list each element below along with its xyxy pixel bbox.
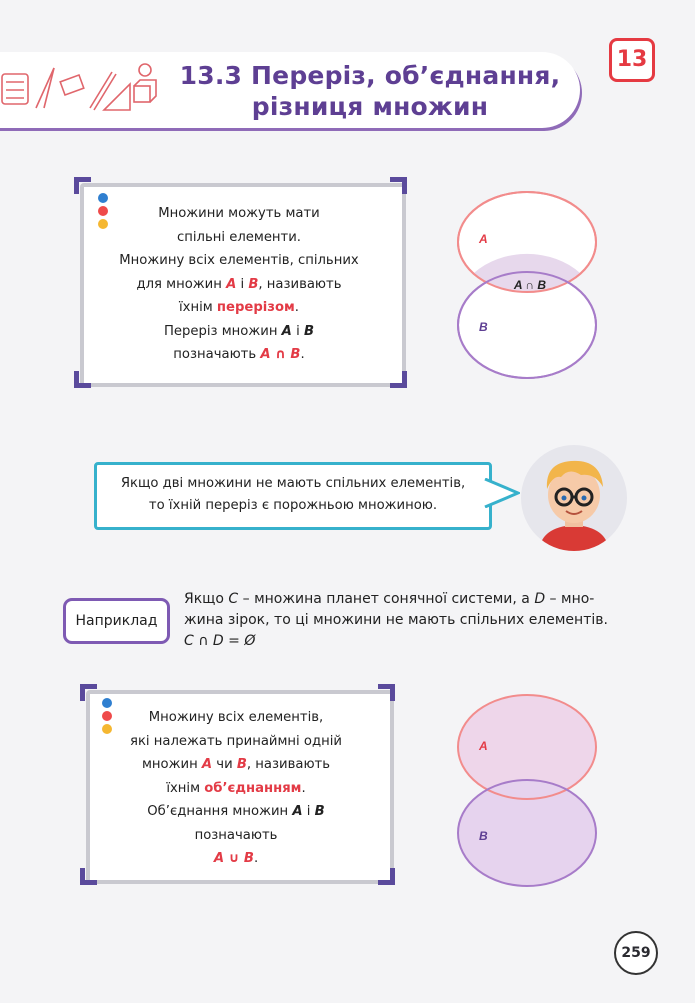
board2-line: Множину всіх елементів, <box>148 710 324 725</box>
callout-line: то їхній переріз є порожньою множиною. <box>148 498 438 513</box>
board2-line: які належать принаймні одній <box>130 733 342 749</box>
board-corner <box>74 177 91 194</box>
venn1-label-b: B <box>479 320 488 334</box>
board2-text <box>100 706 372 871</box>
venn1-label-intersection: A ∩ B <box>513 278 547 292</box>
example-formula: C ∩ D = Ø <box>184 633 256 649</box>
chapter-badge: 13 <box>609 38 655 82</box>
callout-line: Якщо дві множини не мають спільних елементів, <box>120 476 466 491</box>
board-corner <box>74 371 91 388</box>
speech-callout <box>94 462 492 530</box>
board-corner <box>378 868 395 885</box>
venn-diagram-union <box>455 690 605 895</box>
board-corner <box>390 371 407 388</box>
board1-line: їхнім перерізом. <box>178 300 299 315</box>
board1-text <box>96 202 382 367</box>
boy-character-icon <box>521 445 627 551</box>
board2-line: позначають <box>194 827 278 843</box>
venn1-label-a: A <box>479 232 488 246</box>
page-number: 259 <box>614 931 658 975</box>
example-line: жина зірок, то ці множини не мають спільних елементів. <box>184 612 608 628</box>
board2-line: Об’єднання множин A і B <box>147 804 325 819</box>
example-label: Наприклад <box>63 598 170 644</box>
board1-line: Переріз множин A і B <box>163 323 314 339</box>
geometry-doodles-icon <box>0 58 170 128</box>
example-text <box>184 589 644 652</box>
board1-line: Множину всіх елементів, спільних <box>119 253 359 268</box>
board1-line: позначають A ∩ B. <box>173 347 305 362</box>
title-line-2: різниця множин <box>251 92 489 121</box>
board2-line: їхнім об’єднанням. <box>166 780 306 796</box>
board-corner <box>378 684 395 701</box>
board1-line: для множин A і B, називають <box>136 276 342 292</box>
board-corner <box>390 177 407 194</box>
venn2-label-a: A <box>479 739 488 753</box>
page-title <box>170 60 570 122</box>
board2-line: множин A чи B, називають <box>141 757 331 772</box>
venn2-label-b: B <box>479 829 488 843</box>
board-corner <box>80 684 97 701</box>
board2-line: A ∪ B. <box>213 851 259 866</box>
venn-diagram-intersection <box>455 185 605 385</box>
board-corner <box>80 868 97 885</box>
board1-line: Множини можуть мати <box>158 206 320 221</box>
callout-pointer-icon <box>484 478 520 508</box>
title-line-1: 13.3 Переріз, об’єднання, <box>179 61 561 90</box>
example-line: Якщо C – множина планет сонячної системи, а D – мно- <box>184 591 595 607</box>
board1-line: спільні елементи. <box>177 229 301 245</box>
avatar <box>521 445 627 551</box>
